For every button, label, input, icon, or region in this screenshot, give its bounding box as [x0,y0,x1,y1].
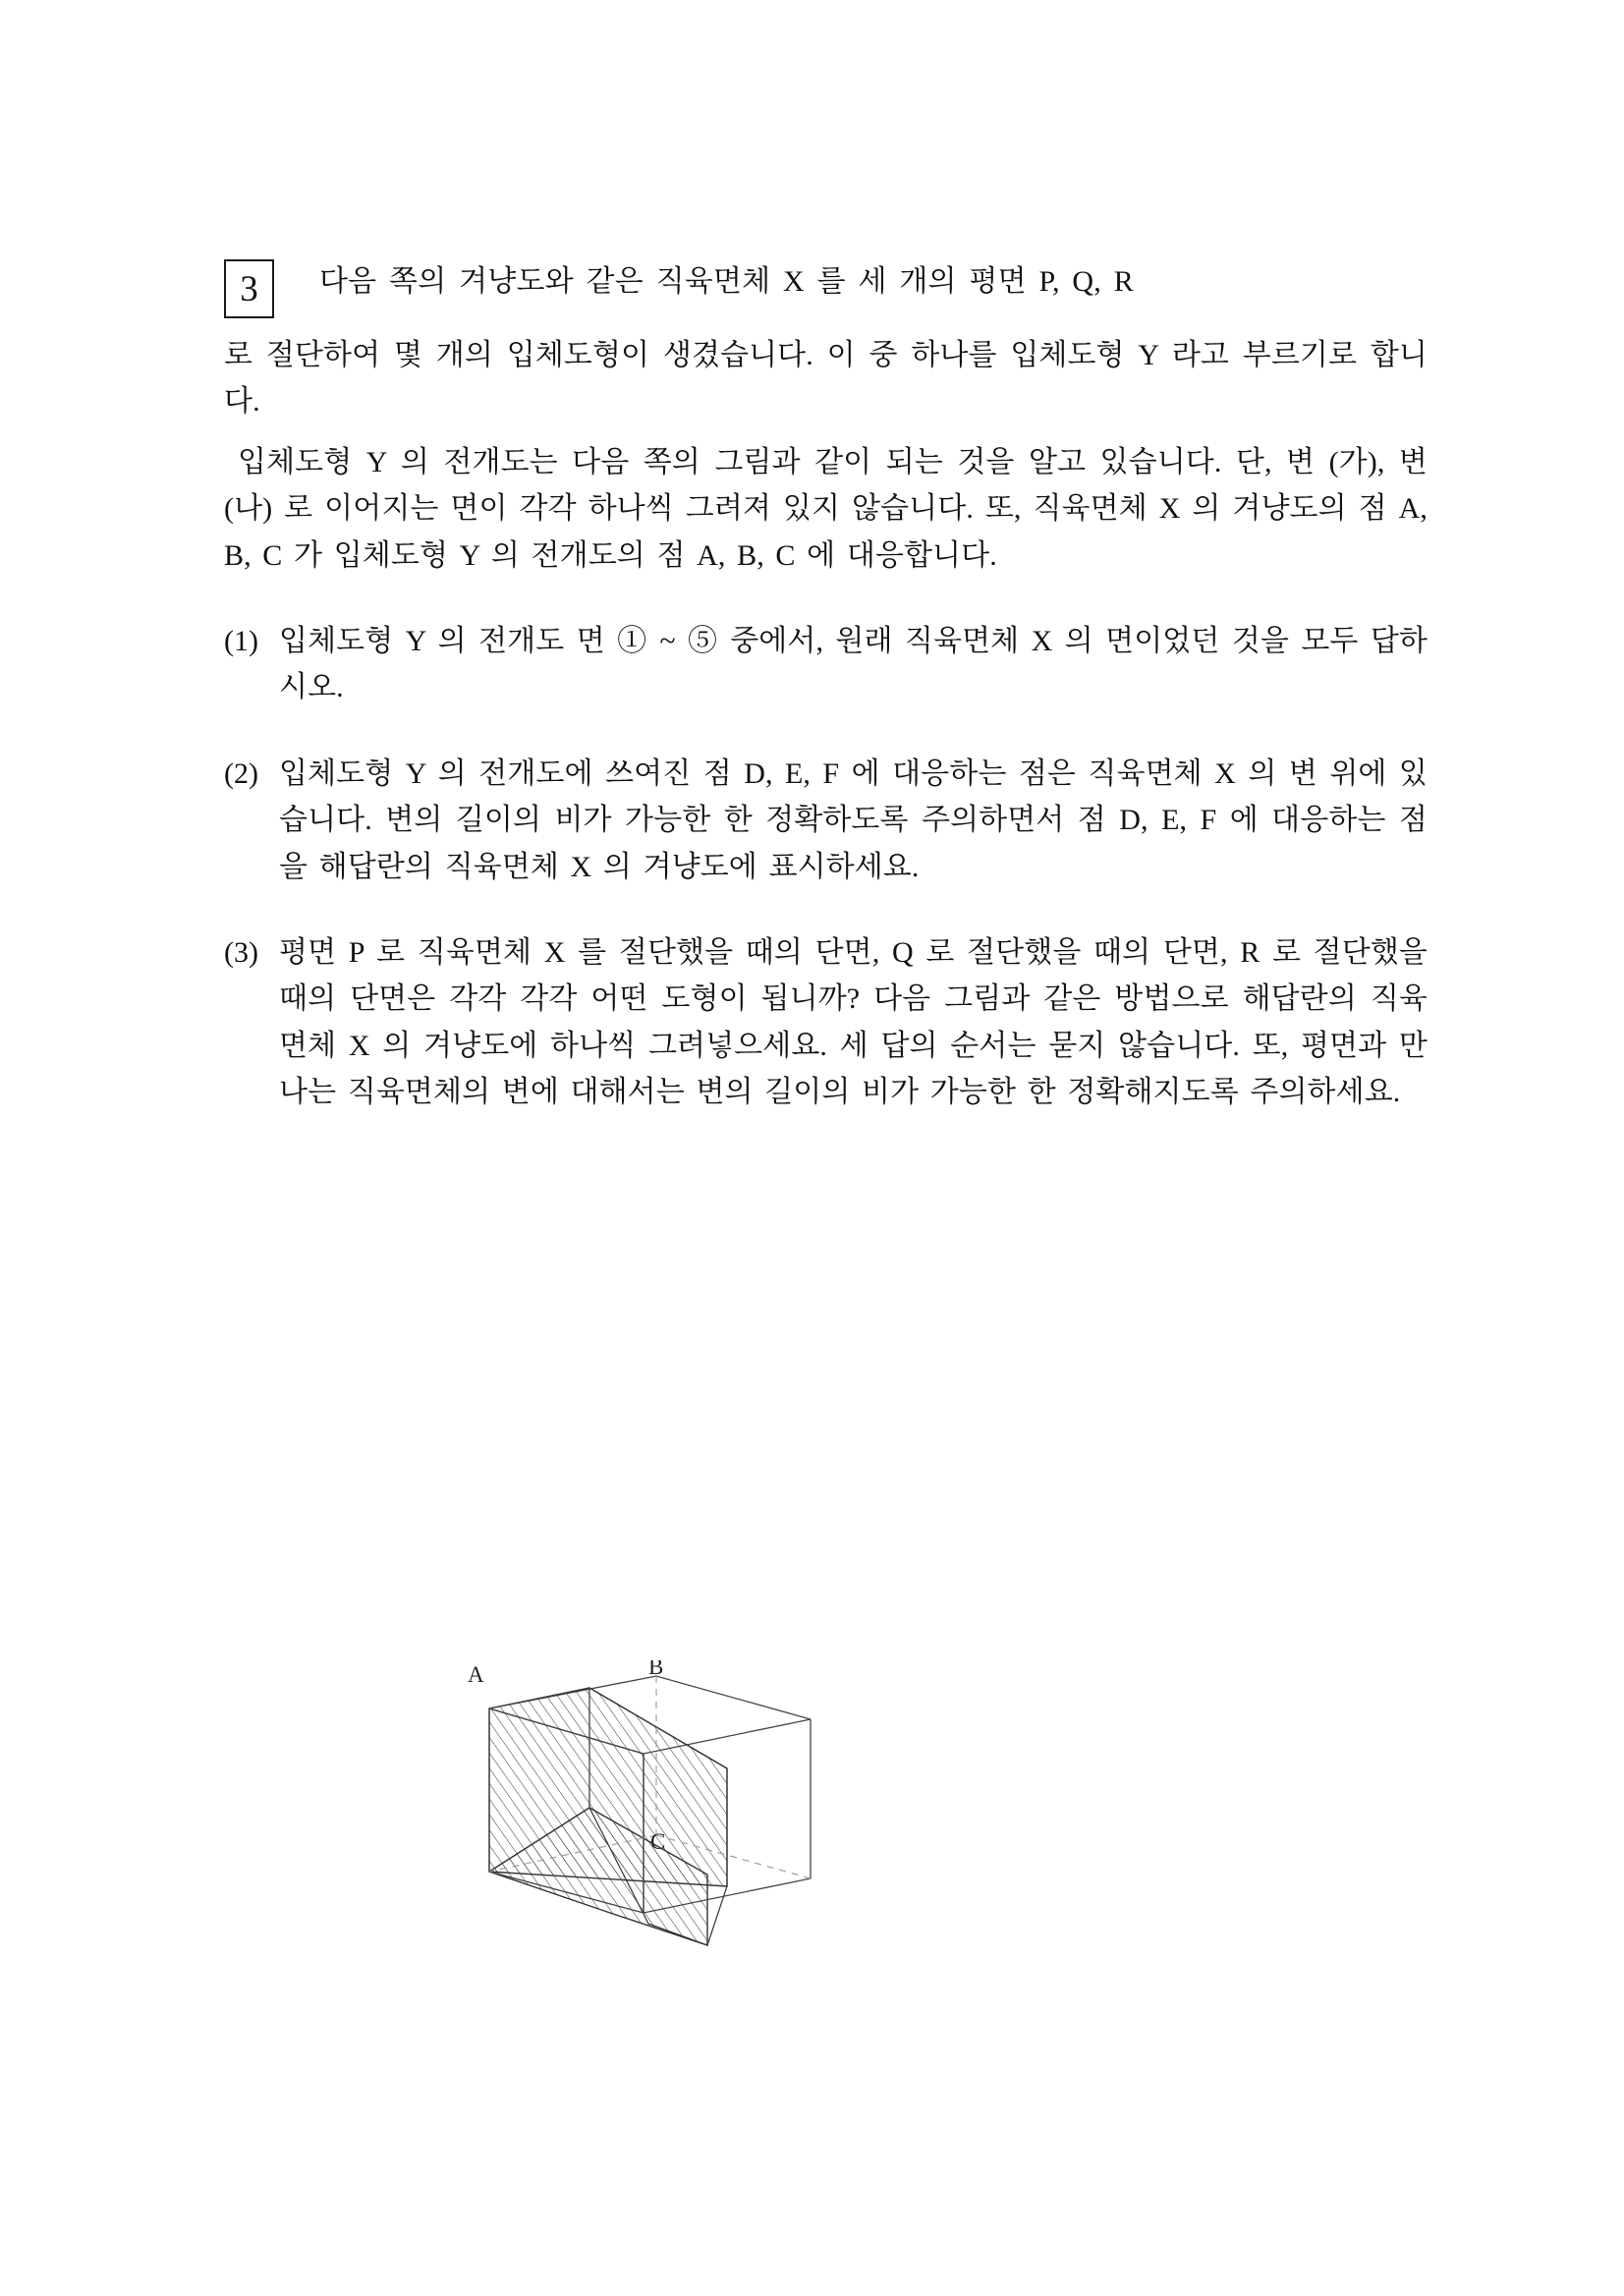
vertex-label-a: A [468,1662,484,1687]
document-content [224,257,1428,1115]
question-label-1: (1) [224,624,258,657]
vertex-label-b: B [648,1660,664,1679]
question-label-2: (2) [224,756,258,790]
question-label-3: (3) [224,935,258,969]
question-text-1: 입체도형 Y 의 전개도 면 ① ~ ⑤ 중에서, 원래 직육면체 X 의 면이었던 것을 모두 답하시오. [279,624,1428,704]
question-text-3: 평면 P 로 직육면체 X 를 절단했을 때의 단면, Q 로 절단했을 때의 단면, R 로 절단했을 때의 단면은 각각 각각 어떤 도형이 됩니까? 다음 그림과 같은 방법으로 해답란의 직육면체 X 의 겨냥도에 하나씩 그려넣으세요. 세 답의 순서는 묻지 않습니다. 또, 평면과 만나는 직육면체의 변에 대해서는 변의 길이의 비가 가능한 한 정확해지도록 주의하세요. [279,935,1428,1109]
problem-number-box: 3 [224,259,274,318]
question-item-2 [224,751,1428,890]
question-text-2: 입체도형 Y 의 전개도에 쓰여진 점 D, E, F 에 대응하는 점은 직육면체 X 의 변 위에 있습니다. 변의 길이의 비가 가능한 한 정확하도록 주의하면서 점 D, E, F 에 대응하는 점을 해답란의 직육면체 X 의 겨냥도에 표시하세요. [279,756,1428,883]
question-item-3 [224,929,1428,1116]
paragraph-1: 로 절단하여 몇 개의 입체도형이 생겼습니다. 이 중 하나를 입체도형 Y 라고 부르기로 합니다. [224,339,1428,419]
cuboid-svg [403,1660,1012,2053]
paragraph-2: 입체도형 Y 의 전개도는 다음 쪽의 그림과 같이 되는 것을 알고 있습니다. 단, 변 (가), 변 (나) 로 이어지는 면이 각각 하나씩 그려져 있지 않습니다. 또, 직육면체 X 의 겨냥도의 점 A, B, C 가 입체도형 Y 의 전개도의 점 A, B, C 에 대응합니다. [224,445,1428,572]
vertex-label-c: C [650,1829,666,1854]
problem-header [224,257,1428,318]
question-item-1 [224,618,1428,711]
figure-cuboid-diagram [403,1660,1012,2053]
problem-header-text: 다음 쪽의 겨냥도와 같은 직육면체 X 를 세 개의 평면 P, Q, R [319,265,1134,298]
